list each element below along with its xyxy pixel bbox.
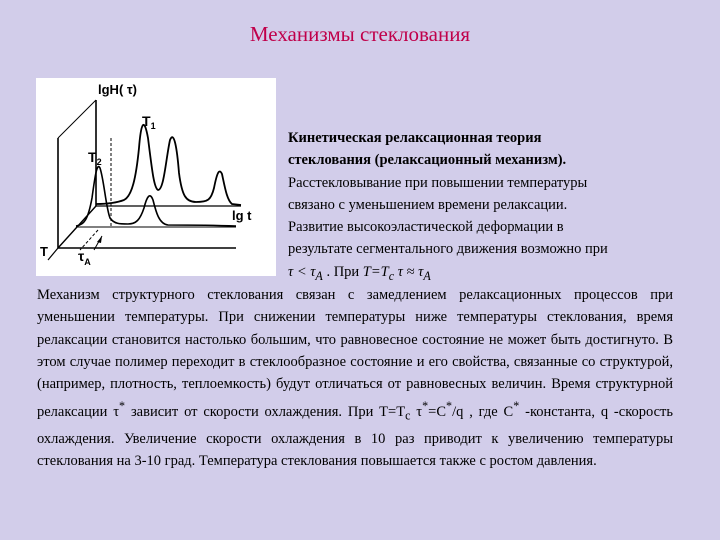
kinetic-line-7-connector: . При bbox=[322, 263, 363, 280]
star-superscript-3: * bbox=[446, 399, 453, 414]
kinetic-heading-line-2: стеклования (релаксационный механизм). bbox=[288, 152, 567, 169]
curve-t1 bbox=[96, 125, 241, 205]
slide-title: Механизмы стеклования bbox=[249, 22, 471, 46]
structural-text-part-5: /q , где С bbox=[452, 404, 514, 421]
c-subscript: с bbox=[405, 409, 411, 424]
star-superscript-4: * bbox=[513, 399, 520, 414]
kinetic-line-3: Расстекловывание при повышении температуры bbox=[288, 174, 588, 191]
star-superscript-1: * bbox=[119, 399, 126, 414]
svg-text:T1 bbox=[142, 113, 156, 131]
kinetic-line-4: связано с уменьшением времени релаксации. bbox=[288, 196, 568, 213]
structural-text-part-3: τ bbox=[410, 404, 423, 421]
curve-t2-label-sub: 2 bbox=[96, 157, 102, 167]
kinetic-theory-text bbox=[288, 127, 688, 287]
structural-text-part-6: -константа, q -скорость охлаждения. Увеличение скорости охлаждения в 10 раз приводит к увеличению температуры стеклования на 3-10 град. Температура стеклования повышается также с ростом давления. bbox=[37, 404, 673, 469]
y-axis-label: lgH( τ) bbox=[98, 82, 138, 97]
curve-t2 bbox=[76, 167, 236, 226]
tau-pointer-arrowhead bbox=[97, 236, 102, 243]
tau-label-sub: A bbox=[84, 257, 91, 267]
x-axis-label: lg t bbox=[232, 208, 252, 223]
tau-label: τ bbox=[78, 248, 85, 264]
star-superscript-2: * bbox=[422, 399, 429, 414]
svg-text:T2 bbox=[88, 149, 102, 167]
structural-glass-transition-text bbox=[37, 284, 673, 472]
tau-a-subscript: A bbox=[315, 268, 323, 283]
curve-t1-label: T bbox=[142, 113, 151, 129]
tau-less-than-tau-a: τ < τ bbox=[288, 263, 316, 280]
curve-t1-label-sub: 1 bbox=[150, 121, 156, 131]
curve-t2-label: T bbox=[88, 149, 97, 165]
kinetic-line-6: результате сегментального движения возможно при bbox=[288, 241, 608, 258]
structural-paragraph bbox=[37, 284, 673, 472]
tau-a-subscript-2: A bbox=[423, 268, 431, 283]
depth-axis-label: T bbox=[40, 244, 48, 259]
relaxation-spectrum-figure bbox=[36, 78, 276, 276]
kinetic-line-5: Развитие высокоэластической деформации в bbox=[288, 219, 564, 236]
structural-text-part-2: зависит от скорости охлаждения. При Т=Т bbox=[125, 404, 406, 421]
depth-axis-extension bbox=[48, 248, 58, 260]
structural-text-part-4: =С bbox=[428, 404, 447, 421]
structural-text-part-1: Механизм структурного стеклования связан с замедлением релаксационных процессов при уменьшении температуры. При снижении температуры ниже температуры стеклования, время релаксации становится настолько большим, что равновесное состояние не может быть достигнуто. В этом случае полимер переходит в стеклообразное состояние и его свойства, связанные со структурой, (например, плотность, теплоемкость) будут отличаться от равновесных величин. Время структурной релаксации τ bbox=[37, 287, 673, 421]
tau-approx-tau-a: τ ≈ τ bbox=[394, 263, 424, 280]
t-equals-tc: T=T bbox=[362, 263, 389, 280]
tc-subscript: c bbox=[388, 268, 395, 283]
svg-text:τA bbox=[78, 248, 91, 267]
kinetic-heading-line-1: Кинетическая релаксационная теория bbox=[288, 130, 542, 146]
relaxation-spectrum-diagram bbox=[36, 78, 276, 276]
depth-axis-top bbox=[58, 100, 96, 138]
